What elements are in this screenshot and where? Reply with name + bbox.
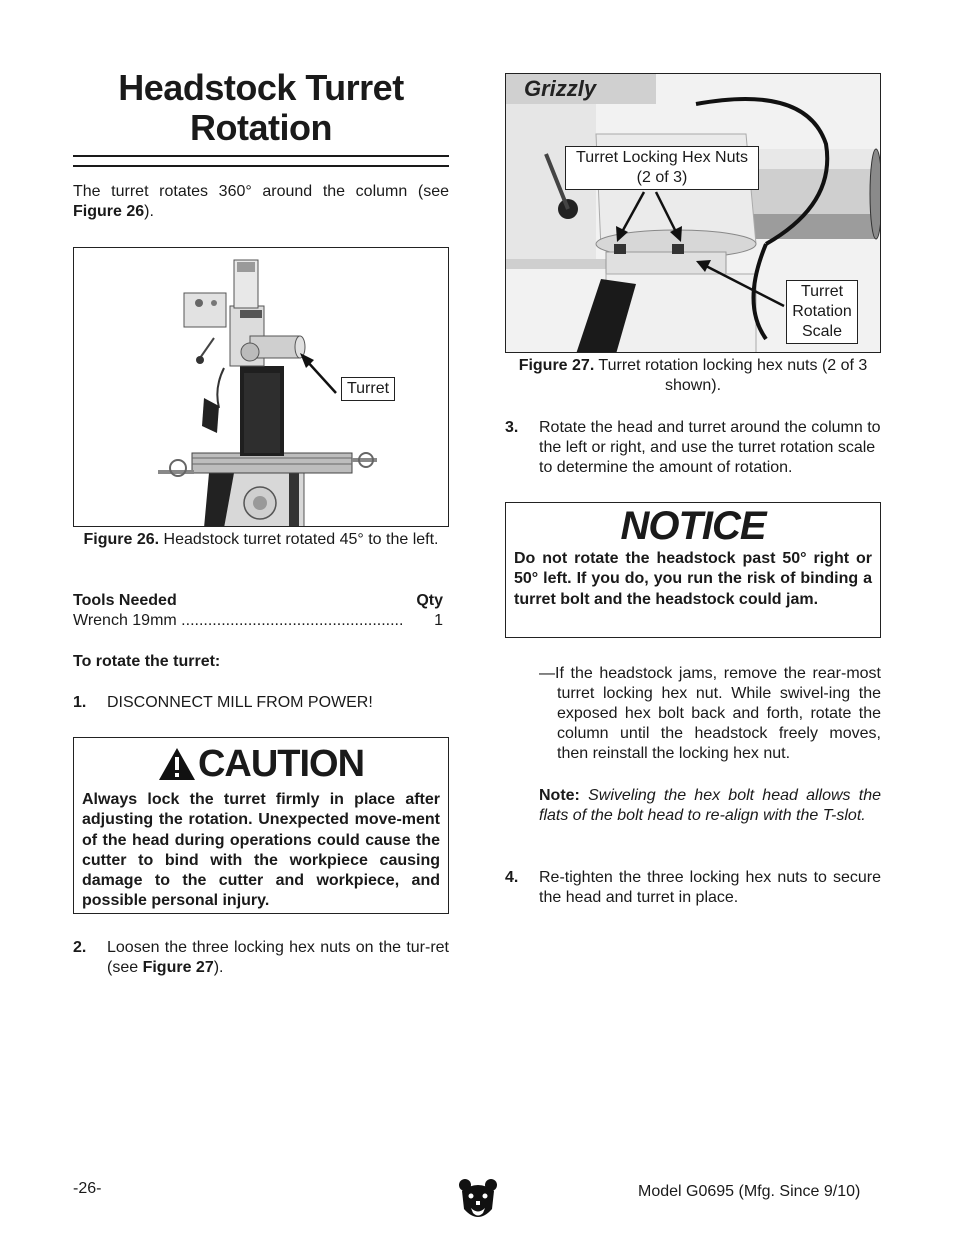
figure-27-reference: Figure 27: [142, 959, 214, 976]
title-rule-top: [73, 155, 449, 157]
tools-table: [73, 591, 443, 631]
caution-header: [82, 738, 440, 790]
procedure-heading: To rotate the turret:: [73, 653, 221, 670]
figure-26: [73, 247, 449, 527]
intro-paragraph: The turret rotates 360° around the column (see Figure 26).: [73, 183, 449, 220]
step-2: 2. Loosen the three locking hex nuts on the tur-ret (see Figure 27).: [73, 939, 449, 976]
swivel-note: Note: Swiveling the hex bolt head allows the flats of the bolt head to re-align with the T-slot.: [539, 787, 881, 824]
grizzly-brand-text: Grizzly: [524, 76, 597, 101]
model-info: Model G0695 (Mfg. Since 9/10): [638, 1183, 861, 1200]
caution-box: [73, 737, 449, 914]
caution-text: Always lock the turret firmly in place after adjusting the rotation. Unexpected move-ment of the head during operations could cause the cutter to bind with the workpiece causing damage to the cutter and workpiece, and possible personal injury.: [82, 791, 440, 910]
figure-26-reference: Figure 26: [73, 203, 145, 220]
figure-27: [505, 73, 881, 353]
notice-header: [514, 503, 872, 549]
caution-word: CAUTION: [197, 743, 365, 785]
tools-item: Wrench 19mm .................................................. 1: [73, 612, 443, 629]
notice-box: [505, 502, 881, 638]
step-1: 1. DISCONNECT MILL FROM POWER!: [73, 694, 373, 711]
page-number: -26-: [73, 1180, 102, 1197]
title-line-2: Rotation: [190, 107, 332, 148]
page-title: [73, 68, 449, 148]
turret-callout: Turret: [341, 377, 395, 401]
tools-header: Tools Needed Qty: [73, 592, 443, 609]
grizzly-bear-logo-icon: [458, 1177, 498, 1223]
hex-nuts-callout: Turret Locking Hex Nuts (2 of 3): [565, 146, 759, 190]
step-3: 3. Rotate the head and turret around the column to the left or right, and use the turret rotation scale to determine the amount of rotation.: [505, 419, 881, 476]
notice-word: NOTICE: [620, 504, 766, 548]
jam-instruction: —If the headstock jams, remove the rear-most turret locking hex nut. While swivel-ing the exposed hex bolt back and forth, rotate the column until the headstock freely moves, then reinstall the locking hex nut.: [539, 665, 881, 762]
figure-27-caption: Figure 27. Turret rotation locking hex nuts (2 of 3 shown).: [518, 357, 868, 394]
title-rule-bottom: [73, 165, 449, 167]
warning-triangle-icon: [158, 747, 196, 781]
notice-text: Do not rotate the headstock past 50° right or 50° left. If you do, you run the risk of binding a turret bolt and the headstock could jam.: [514, 550, 872, 608]
title-line-1: Headstock Turret: [118, 67, 404, 108]
step-4: 4. Re-tighten the three locking hex nuts to secure the head and turret in place.: [505, 869, 881, 906]
figure-26-caption: Figure 26. Headstock turret rotated 45° to the left.: [83, 531, 439, 548]
rotation-scale-callout: Turret Rotation Scale: [786, 280, 858, 344]
